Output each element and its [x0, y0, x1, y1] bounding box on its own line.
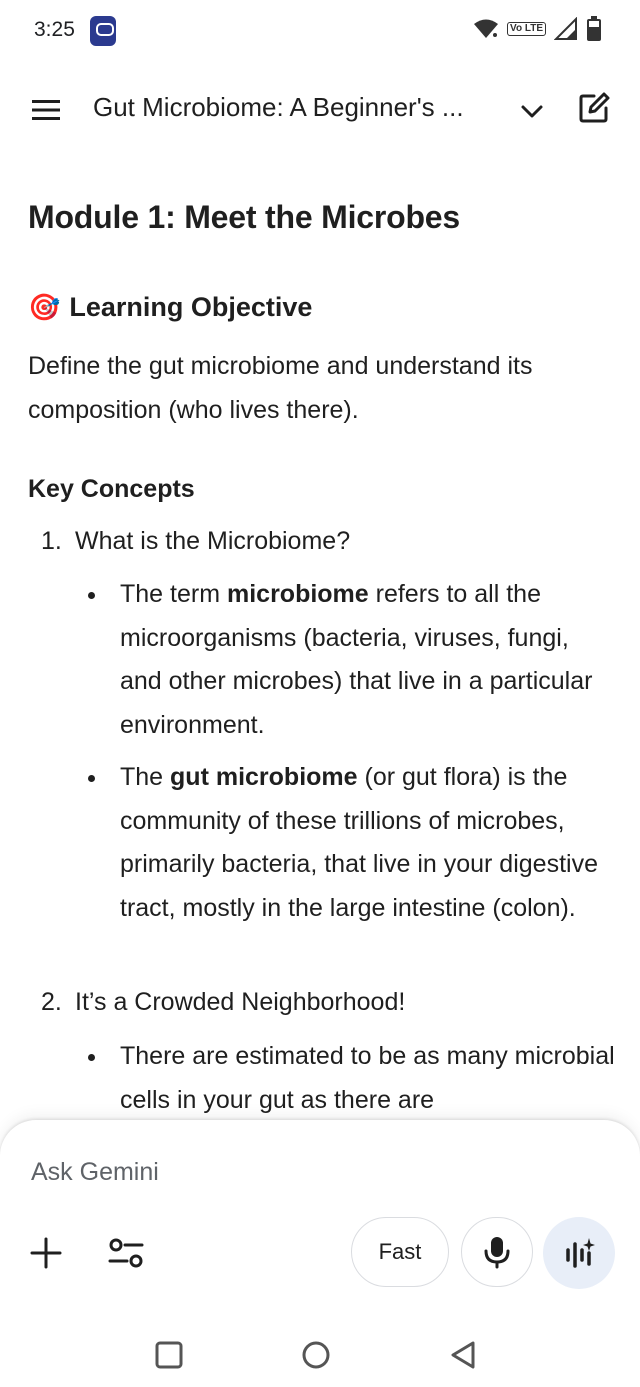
learning-objective-text: Define the gut microbiome and understand its composition (who lives there). [28, 352, 533, 424]
bullet-text: The term microbiome refers to all the microorganisms (bacteria, viruses, fungi, and other microbes) that live in a particular environment. [120, 580, 593, 739]
status-time: 3:25 [34, 18, 75, 41]
live-icon [562, 1236, 596, 1270]
home-icon[interactable] [296, 1335, 336, 1375]
list-item-title: It’s a Crowded Neighborhood! [75, 988, 406, 1016]
tools-icon[interactable] [106, 1235, 146, 1271]
signal-icon [554, 17, 578, 41]
prompt-composer [0, 1120, 640, 1325]
menu-icon[interactable] [26, 90, 66, 130]
app-badge-icon [90, 16, 116, 46]
target-icon: 🎯 [28, 292, 61, 322]
list-item-title: What is the Microbiome? [75, 527, 351, 555]
lte-icon: Vo LTE [507, 22, 546, 36]
bullet-text: There are estimated to be as many microbial cells in your gut as there are [120, 1042, 615, 1114]
ask-input[interactable]: Ask Gemini [31, 1158, 159, 1186]
module-heading: Module 1: Meet the Microbes [28, 199, 460, 235]
chevron-down-icon[interactable] [516, 96, 548, 128]
bullet-dot [88, 775, 95, 782]
response-content [0, 152, 640, 1122]
edit-icon[interactable] [576, 90, 612, 126]
bullet-dot [88, 1054, 95, 1061]
wifi-icon [473, 18, 499, 40]
status-icons [473, 16, 602, 42]
plus-icon[interactable] [28, 1235, 64, 1271]
key-concepts-heading: Key Concepts [28, 475, 195, 503]
recents-icon[interactable] [149, 1335, 189, 1375]
status-bar [0, 0, 640, 62]
app-header [0, 62, 640, 152]
conversation-title[interactable]: Gut Microbiome: A Beginner's ... [93, 92, 464, 122]
mode-selector-button[interactable]: Fast [351, 1217, 449, 1287]
battery-icon [586, 16, 602, 42]
back-icon[interactable] [443, 1335, 483, 1375]
list-number: 1. [41, 527, 62, 555]
learning-objective-title: Learning Objective [69, 292, 313, 322]
mic-icon [483, 1235, 511, 1269]
learning-objective-heading [28, 292, 312, 323]
bullet-dot [88, 592, 95, 599]
live-button[interactable] [543, 1217, 615, 1289]
list-number: 2. [41, 988, 62, 1016]
system-nav-bar [0, 1325, 640, 1387]
bullet-text: The gut microbiome (or gut flora) is the community of these trillions of microbes, primarily bacteria, that live in your digestive tract, mostly in the large intestine (colon). [120, 763, 598, 922]
mic-button[interactable] [461, 1217, 533, 1287]
